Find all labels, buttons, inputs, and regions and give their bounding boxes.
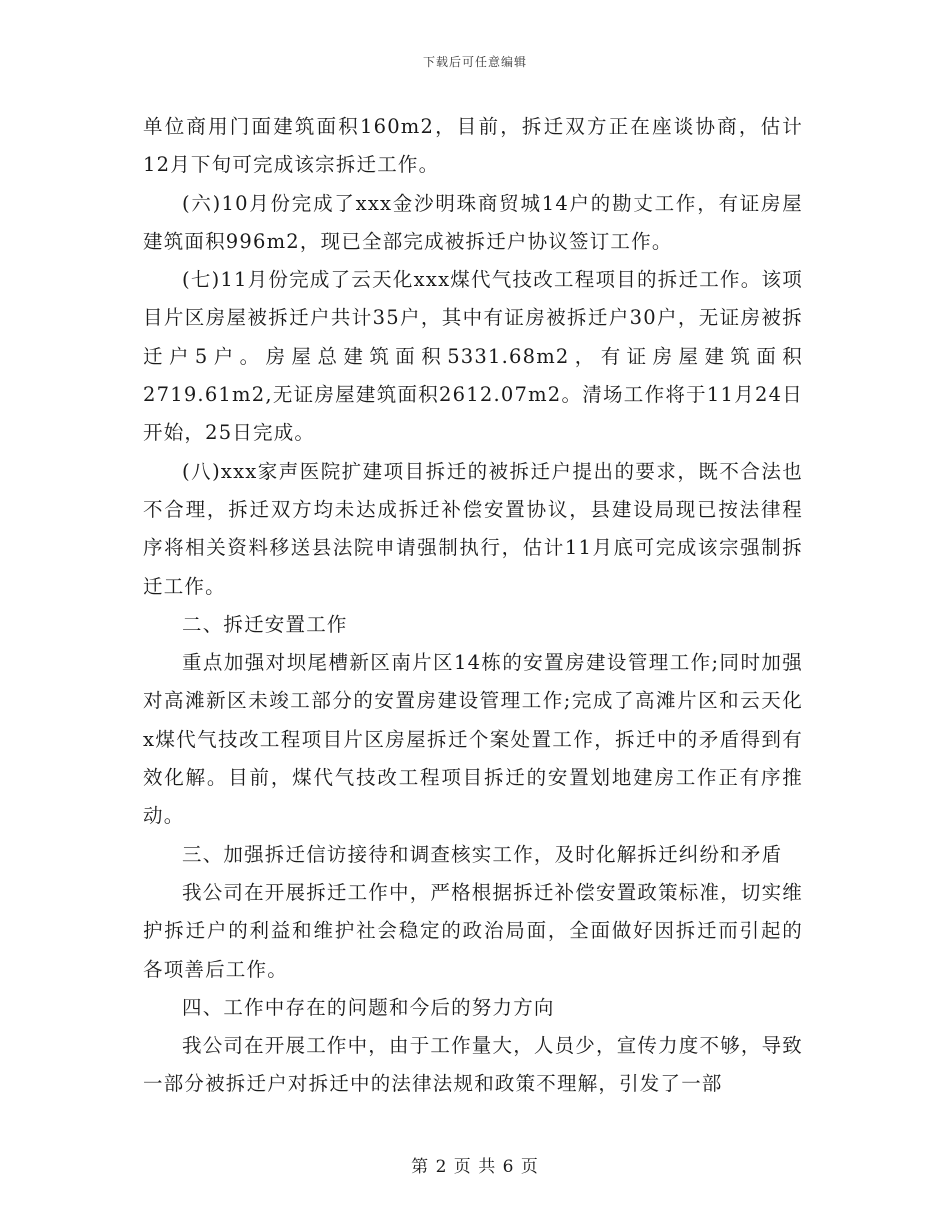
paragraph-section-3: 我公司在开展拆迁工作中，严格根据拆迁补偿安置政策标准，切实维护拆迁户的利益和维护社会稳定的政治局面，全面做好因拆迁而引起的各项善后工作。 xyxy=(143,880,804,981)
page-footer: 第 2 页 共 6 页 xyxy=(411,1157,539,1177)
section-heading-2: 二、拆迁安置工作 xyxy=(182,612,348,636)
document-body xyxy=(143,108,803,1104)
section-heading-4: 四、工作中存在的问题和今后的努力方向 xyxy=(182,995,555,1019)
paragraph-item-6: (六)10月份完成了xxx金沙明珠商贸城14户的勘丈工作，有证房屋建筑面积996m2，现已全部完成被拆迁户协议签订工作。 xyxy=(143,191,803,253)
paragraph-section-2: 重点加强对坝尾槽新区南片区14栋的安置房建设管理工作;同时加强对高滩新区未竣工部分的安置房建设管理工作;完成了高滩片区和云天化x煤代气技改工程项目片区房屋拆迁个案处置工作，拆迁中的矛盾得到有效化解。目前，煤代气技改工程项目拆迁的安置划地建房工作正有序推动。 xyxy=(143,651,803,828)
paragraph-continuation: 单位商用门面建筑面积160m2，目前，拆迁双方正在座谈协商，估计12月下旬可完成该宗拆迁工作。 xyxy=(143,115,803,177)
page-header: 下载后可任意编辑 xyxy=(422,55,527,69)
paragraph-item-8: (八)xxx家声医院扩建项目拆迁的被拆迁户提出的要求，既不合法也不合理，拆迁双方均未达成拆迁补偿安置协议，县建设局现已按法律程序将相关资料移送县法院申请强制执行，估计11月底可完成该宗强制拆迁工作。 xyxy=(143,459,803,598)
paragraph-section-4: 我公司在开展工作中，由于工作量大，人员少，宣传力度不够，导致一部分被拆迁户对拆迁中的法律法规和政策不理解，引发了一部 xyxy=(143,1034,804,1096)
paragraph-item-7: (七)11月份完成了云天化xxx煤代气技改工程项目的拆迁工作。该项目片区房屋被拆迁户共计35户，其中有证房被拆迁户30户，无证房被拆迁户5户。房屋总建筑面积5331.68m2，有证房屋建筑面积2719.61m2,无证房屋建筑面积2612.07m2。清场工作将于11月24日开始，25日完成。 xyxy=(143,268,803,445)
section-heading-3: 三、加强拆迁信访接待和调查核实工作，及时化解拆迁纠纷和矛盾 xyxy=(182,842,783,866)
